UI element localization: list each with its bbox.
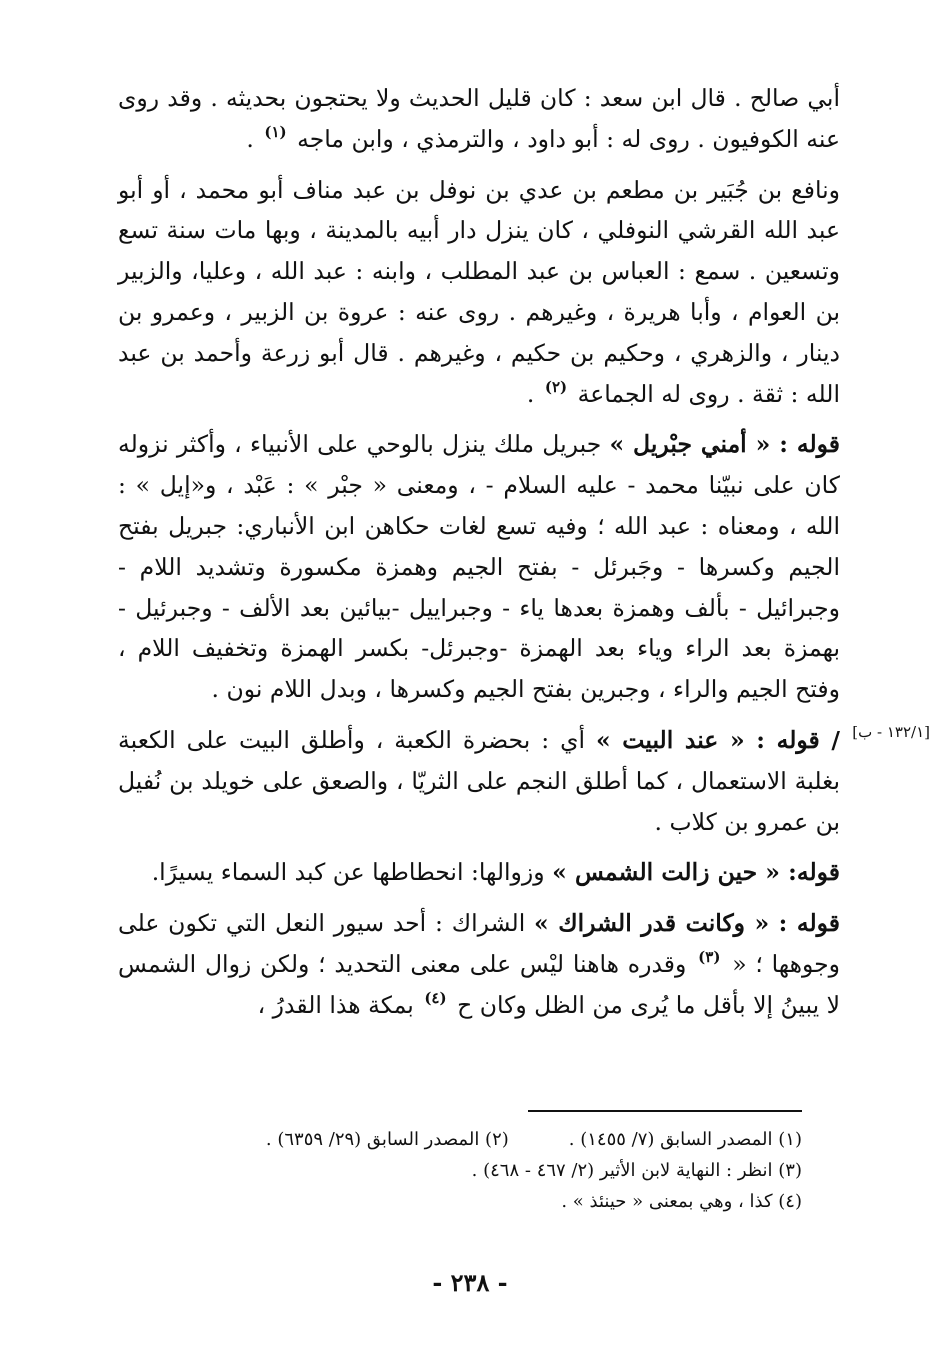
footnote-3: (٣) انظر : النهاية لابن الأثير (٢/ ٤٦٧ - ٤٦٨) . bbox=[471, 1160, 802, 1181]
paragraph-inda-al-bayt bbox=[118, 720, 930, 842]
paragraph-text: . bbox=[526, 379, 535, 408]
paragraph-abu-salih bbox=[118, 78, 840, 160]
paragraph-jibril bbox=[118, 424, 840, 710]
margin-folio-note: [١٣٢/١ - ب] bbox=[852, 722, 930, 741]
paragraph-shirak bbox=[118, 903, 840, 1025]
paragraph-lemma: / قوله : « عند البيت » bbox=[595, 725, 840, 754]
footnote-row bbox=[102, 1186, 802, 1217]
footnote-row bbox=[102, 1155, 802, 1186]
footnote-ref-3[interactable]: (٣) bbox=[698, 947, 721, 966]
paragraph-text: ونافع بن جُبَير بن مطعم بن عدي بن نوفل بن عبد مناف أبو محمد ، أو أبو عبد الله القرشي النوفلي ، كان ينزل دار أبيه بالمدينة ، وبها مات سنة تسع وتسعين . سمع : العباس بن عبد المطلب ، وابنه : عبد الله ، وعليا، والزبير بن العوام ، وأبا هريرة ، وغيرهم . روى عنه : عروة بن الزبير ، وعمرو بن دينار ، والزهري ، وحكيم بن حكيم ، وغيرهم . قال أبو زرعة وأحمد بن عبد الله : ثقة . روى له الجماعة bbox=[118, 175, 840, 408]
paragraph-text: وزوالها: انحطاطها عن كبد السماء يسيرًا. bbox=[151, 858, 553, 887]
paragraph-nafi-bin-jubayr bbox=[118, 170, 840, 415]
paragraph-text: وقدره هاهنا ليْس على معنى التحديد ؛ ولكن زوال الشمس لا يبينُ إلا بأقل ما يُرى من الظل وكان ح bbox=[118, 949, 840, 1019]
footnote-row bbox=[102, 1124, 802, 1155]
page-number: - ٢٣٨ - bbox=[432, 1268, 508, 1297]
paragraph-lemma: قوله : « أمني جبْريل » bbox=[609, 430, 840, 459]
paragraph-zawal bbox=[118, 852, 840, 893]
paragraph-text: أبي صالح . قال ابن سعد : كان قليل الحديث ولا يحتجون بحديثه . وقد روى عنه الكوفيون . روى له : أبو داود ، والترمذي ، وابن ماجه bbox=[118, 84, 840, 153]
paragraph-text: أي : بحضرة الكعبة ، وأطلق البيت على الكعبة بغلبة الاستعمال ، كما أطلق النجم على الثريّا ، والصعق على خويلد بن نُفيل بن عمرو بن كلاب . bbox=[118, 725, 840, 836]
footnote-4: (٤) كذا ، وهي بمعنى « حينئذ » . bbox=[561, 1191, 802, 1212]
paragraph-text: جبريل ملك ينزل بالوحي على الأنبياء ، وأكثر نزوله كان على نبيّنا محمد - عليه السلام - ، ومعنى « جبْر » : عَبْد ، و«إيل » : الله ، ومعناه : عبد الله ؛ وفيه تسع لغات حكاهن ابن الأنباري: جبريل بفتح الجيم وكسرها - وجَبرئل - بفتح الجيم وهمزة مكسورة وتشديد اللام - وجبرائيل - بألف وهمزة بعدها ياء - وجبراييل -بيائين بعد الألف - وجبرئيل - بهمزة بعد الراء وياء بعد الهمزة -وجبرئل- بكسر الهمزة وتخفيف اللام ، وفتح الجيم والراء ، وجبرين بفتح الجيم وكسرها ، وبدل اللام نون . bbox=[118, 430, 840, 704]
main-text bbox=[118, 78, 930, 1036]
footnotes bbox=[102, 1124, 802, 1217]
paragraph-text: الشراك : أحد سيور النعل التي تكون على وجوهها ؛ « bbox=[118, 909, 840, 978]
paragraph-lemma: قوله : « وكانت قدر الشراك » bbox=[534, 909, 840, 938]
footnote-2: (٢) المصدر السابق (٢٩/ ٦٣٥٩) . bbox=[265, 1129, 509, 1150]
footnote-1: (١) المصدر السابق (٧/ ١٤٥٥) . bbox=[568, 1129, 802, 1150]
paragraph-text: . bbox=[246, 124, 254, 153]
paragraph-text: بمكة هذا القدرُ ، bbox=[257, 990, 422, 1019]
paragraph-lemma: قوله: « حين زالت الشمس » bbox=[552, 858, 840, 887]
footnote-separator bbox=[528, 1110, 802, 1112]
footnote-ref-1[interactable]: (١) bbox=[264, 122, 287, 141]
footnote-ref-2[interactable]: (٢) bbox=[544, 377, 568, 396]
footnote-ref-4[interactable]: (٤) bbox=[424, 988, 447, 1007]
